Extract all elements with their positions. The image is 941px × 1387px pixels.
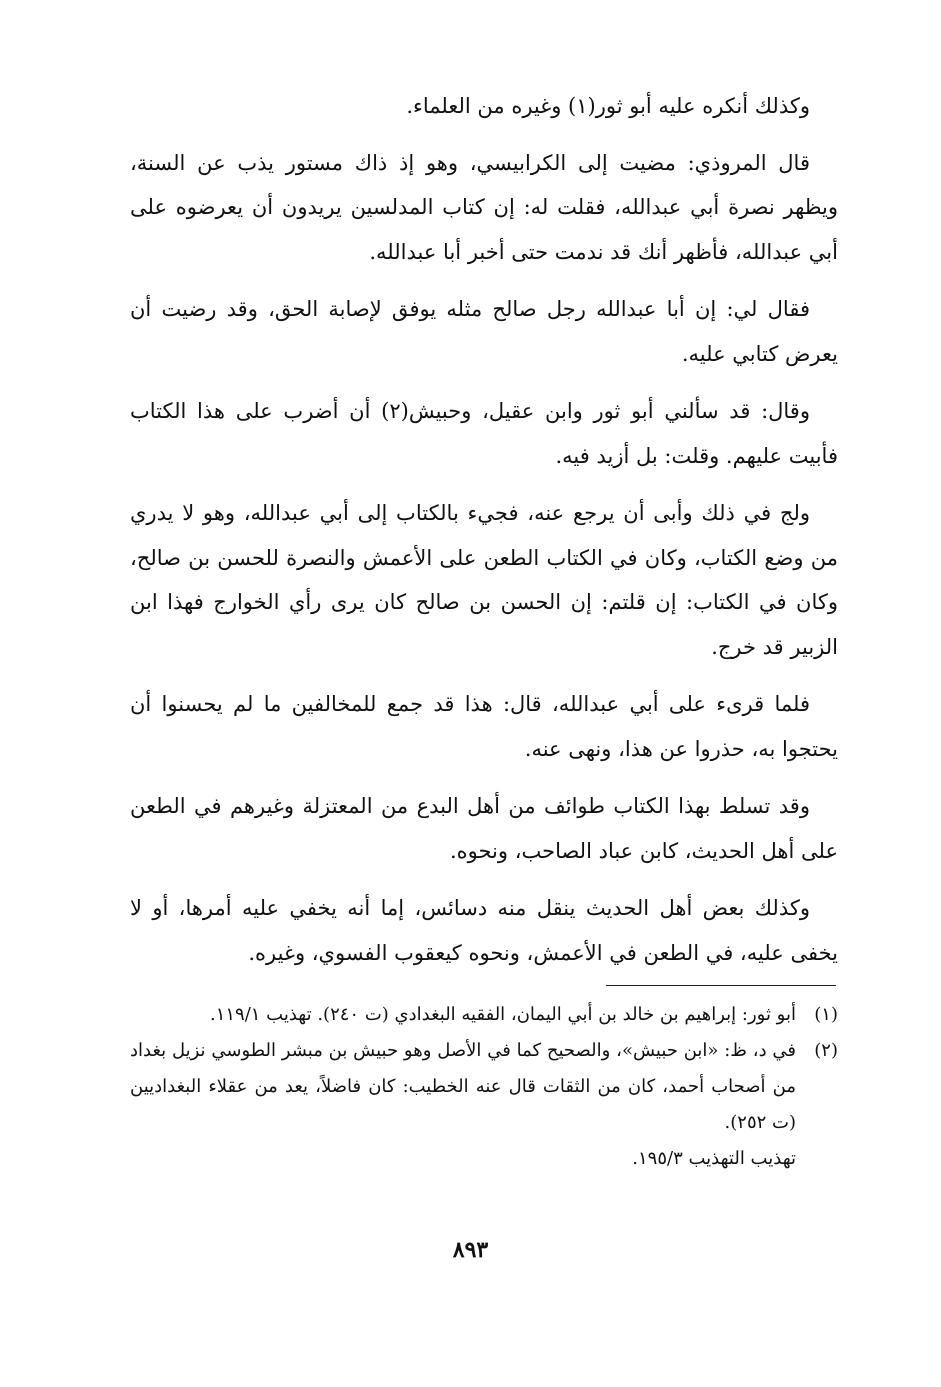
footnote-separator bbox=[606, 985, 836, 986]
paragraph-6: فلما قرىء على أبي عبدالله، قال: هذا قد جمع للمخالفين ما لم يحسنوا أن يحتجوا به، حذروا عن هذا، ونهى عنه. bbox=[130, 692, 838, 761]
paragraph-2: قال المروذي: مضيت إلى الكرابيسي، وهو إذ ذاك مستور يذب عن السنة، ويظهر نصرة أبي عبدالله، فقلت له: إن كتاب المدلسين يريدون أن يعرضوه على أبي عبدالله، فأظهر أنك قد ندمت حتى أخبر أبا عبدالله. bbox=[130, 150, 838, 264]
page-number: ٨٩٣ bbox=[452, 1237, 489, 1263]
paragraph-4: وقال: قد سألني أبو ثور وابن عقيل، وحبيش(٢) أن أضرب على هذا الكتاب فأبيت عليهم. وقلت: بل أزيد فيه. bbox=[130, 399, 838, 468]
footnote-2-number: (٢) bbox=[814, 1040, 838, 1061]
main-text bbox=[130, 84, 838, 988]
footnotes bbox=[130, 997, 838, 1177]
footnote-2 bbox=[130, 1033, 838, 1141]
footnote-2-text: في د، ظ: «ابن حبيش»، والصحيح كما في الأصل وهو حبيش بن مبشر الطوسي نزيل بغداد من أصحاب أحمد، كان من الثقات قال عنه الخطيب: كان فاضلاً، يعد من عقلاء البغداديين (ت ٢٥٢). bbox=[130, 1040, 796, 1133]
footnote-1 bbox=[130, 997, 838, 1033]
paragraph-7: وقد تسلط بهذا الكتاب طوائف من أهل البدع من المعتزلة وغيرهم في الطعن على أهل الحديث، كابن عباد الصاحب، ونحوه. bbox=[130, 794, 838, 863]
paragraph-1: وكذلك أنكره عليه أبو ثور(١) وغيره من العلماء. bbox=[406, 94, 810, 118]
paragraph-3: فقال لي: إن أبا عبدالله رجل صالح مثله يوفق لإصابة الحق، وقد رضيت أن يعرض كتابي عليه. bbox=[130, 297, 838, 366]
paragraph-5: ولج في ذلك وأبى أن يرجع عنه، فجيء بالكتاب إلى أبي عبدالله، وهو لا يدري من وضع الكتاب، وكان في الكتاب الطعن على الأعمش والنصرة للحسن بن صالح، وكان في الكتاب: إن قلتم: إن الحسن بن صالح كان يرى رأي الخوارج فهذا ابن الزبير قد خرج. bbox=[130, 501, 838, 659]
footnote-1-number: (١) bbox=[814, 1004, 838, 1025]
footnote-2-continuation: تهذيب التهذيب ١٩٥/٣. bbox=[632, 1148, 796, 1169]
paragraph-8: وكذلك بعض أهل الحديث ينقل منه دسائس، إما أنه يخفي عليه أمرها، أو لا يخفى عليه، في الطعن في الأعمش، ونحوه كيعقوب الفسوي، وغيره. bbox=[130, 896, 838, 965]
footnote-1-text: أبو ثور: إبراهيم بن خالد بن أبي اليمان، الفقيه البغدادي (ت ٢٤٠). تهذيب ١١٩/١. bbox=[209, 1004, 796, 1025]
